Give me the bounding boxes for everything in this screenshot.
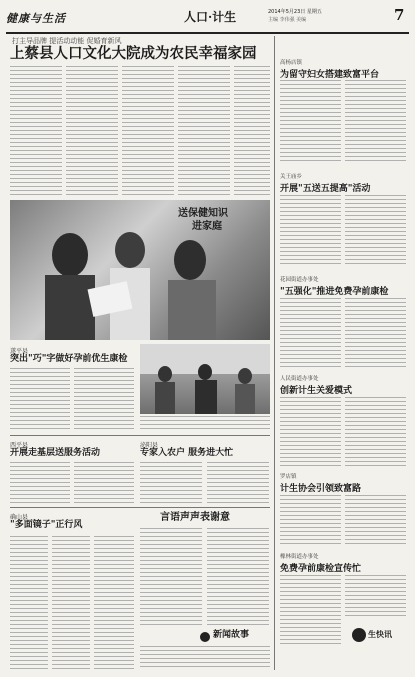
- sidebar-body-6b: [345, 575, 406, 619]
- page-number: 7: [394, 6, 405, 24]
- lead-headline: 上蔡县人口文化大院成为农民幸福家园: [10, 45, 257, 62]
- sidebar-body-4b: [345, 397, 406, 467]
- lead-kicker: 打主导品牌 提活动动能 促婚育新风: [12, 37, 122, 45]
- lead-body-col-5: [234, 66, 270, 198]
- secondary-photo-figures: [140, 344, 270, 414]
- divider: [10, 435, 270, 436]
- column-body-thanks-1: [140, 528, 202, 628]
- sidebar-title-5: 计生协会引领致富路: [280, 484, 362, 494]
- sidebar-kicker-6: 橡林街道办事处: [280, 554, 319, 560]
- brief-logo-text: 生快讯: [368, 629, 392, 639]
- photo-slogan-2: 进家庭: [192, 221, 222, 232]
- story-body-queshan-3: [94, 536, 134, 670]
- photo-slogan-1: 送保健知识: [178, 208, 228, 219]
- story-body-suiping-2: [74, 368, 134, 432]
- sidebar-body-3a: [280, 298, 341, 368]
- story-kicker-suiping: 遂平县: [10, 348, 29, 355]
- column-title-thanks: 言语声声表谢意: [160, 512, 230, 523]
- story-body-xiping-2: [74, 462, 134, 504]
- sidebar-kicker-3: 花园街道办事处: [280, 277, 319, 283]
- sidebar-body-4a: [280, 397, 341, 467]
- sidebar-body-2a: [280, 195, 341, 267]
- story-title-suiping: 突出"巧"字做好孕前优生康检: [10, 354, 128, 364]
- story-title-queshan: "多面镜子"正行风: [10, 520, 83, 530]
- sidebar-body-3b: [345, 298, 406, 368]
- photo-caption: [140, 416, 270, 430]
- sidebar-title-6: 免费孕前康检宣传忙: [280, 564, 362, 574]
- masthead: [6, 6, 409, 34]
- editor-line: 主编 李伟强 美编: [268, 17, 307, 23]
- lead-photo-figures: [10, 200, 270, 340]
- story-kicker-xiping: 西平县: [10, 442, 29, 449]
- sidebar-body-6a: [280, 575, 341, 647]
- story-body-xiping-1: [10, 462, 70, 504]
- secondary-photo: [140, 344, 270, 414]
- sidebar-kicker-1: 高杨店镇: [280, 60, 303, 66]
- lead-body-col-3: [122, 66, 174, 198]
- sidebar-title-2: 开展"五送五提高"活动: [280, 184, 371, 194]
- sidebar-title-1: 为留守妇女搭建致富平台: [280, 70, 380, 80]
- story-body-biyang-1: [140, 462, 202, 504]
- section-title: 人口·计生: [184, 10, 237, 24]
- sidebar-body-5b: [345, 495, 406, 545]
- story-title-biyang: 专家入农户 服务进大忙: [140, 448, 234, 458]
- news-story-body: [140, 646, 270, 670]
- story-body-queshan-1: [10, 536, 48, 670]
- column-body-thanks-2: [207, 528, 269, 628]
- sidebar-kicker-2: 关王庙乡: [280, 174, 303, 180]
- sidebar-title-3: "五强化"推进免费孕前康检: [280, 287, 389, 297]
- brief-logo-icon: [352, 628, 366, 642]
- issue-date: 2014年5月23日 星期五: [268, 9, 322, 15]
- story-kicker-biyang: 泌阳县: [140, 442, 159, 449]
- sidebar-body-5a: [280, 495, 341, 545]
- sidebar-kicker-5: 罗店镇: [280, 474, 297, 480]
- news-story-badge-icon: [200, 632, 210, 642]
- sidebar-body-1b: [345, 80, 406, 164]
- lead-body-col-2: [66, 66, 118, 198]
- story-body-suiping-1: [10, 368, 70, 432]
- story-title-xiping: 开展走基层送服务活动: [10, 448, 101, 458]
- divider: [10, 507, 270, 508]
- sidebar-kicker-4: 人民街道办事处: [280, 376, 319, 382]
- sidebar-body-2b: [345, 195, 406, 267]
- story-body-biyang-2: [207, 462, 269, 504]
- sidebar-body-1a: [280, 80, 341, 164]
- sidebar-title-4: 创新计生关爱模式: [280, 386, 353, 396]
- story-body-queshan-2: [52, 536, 90, 670]
- news-story-label: 新闻故事: [213, 630, 250, 640]
- newspaper-logo: 健康与生活: [6, 12, 66, 25]
- lead-body-col-1: [10, 66, 62, 198]
- story-kicker-queshan: 确山县: [10, 514, 29, 521]
- lead-body-col-4: [178, 66, 230, 198]
- lead-photo: [10, 200, 270, 340]
- column-rule: [274, 36, 275, 670]
